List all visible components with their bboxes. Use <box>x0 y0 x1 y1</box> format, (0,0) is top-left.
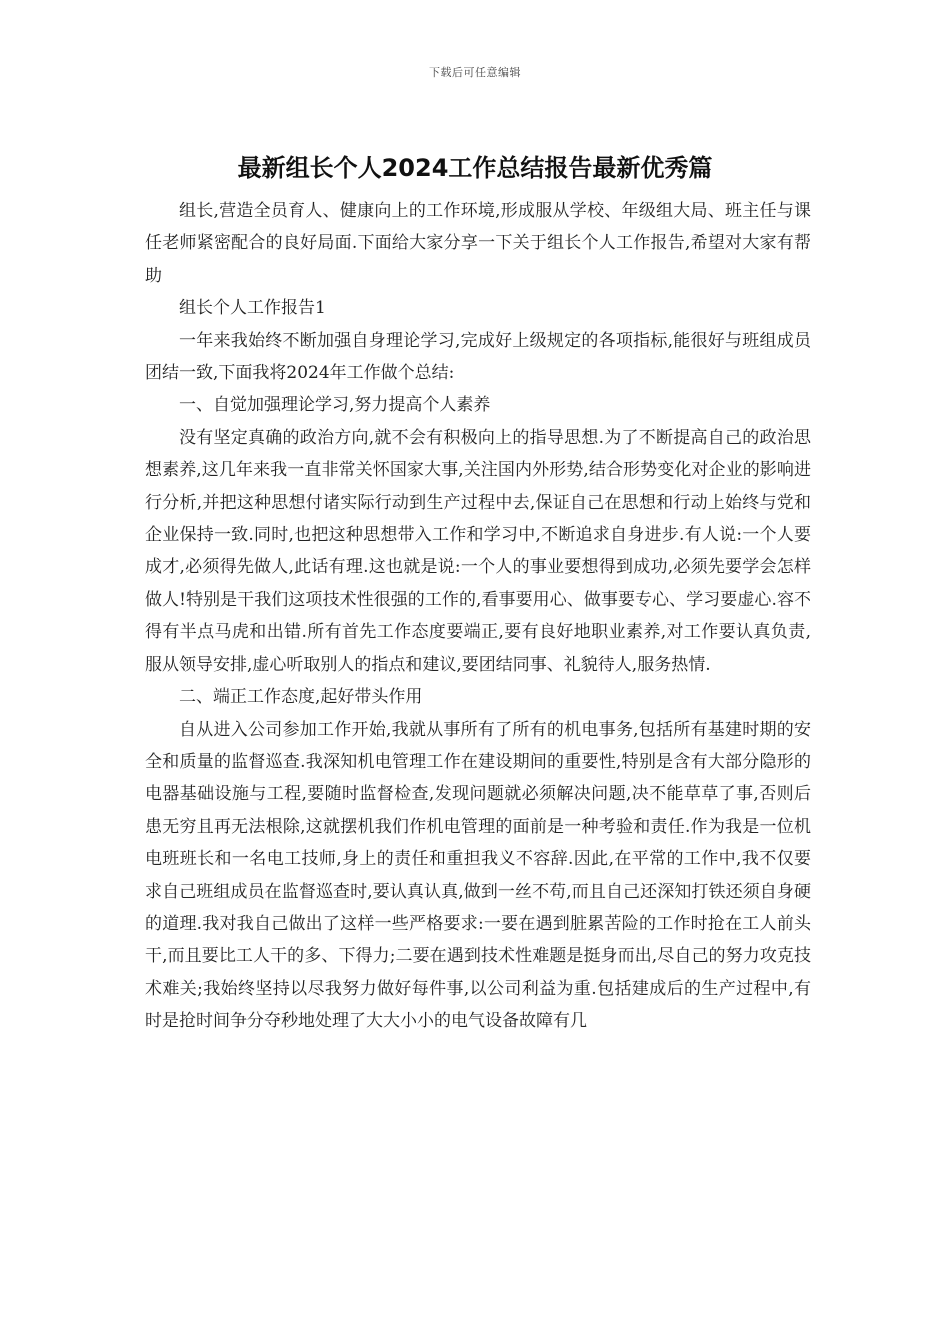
paragraph-electromechanical-work: 自从进入公司参加工作开始,我就从事所有了所有的机电事务,包括所有基建时期的安全和质量的监督巡查.我深知机电管理工作在建设期间的重要性,特别是含有大部分隐形的电器基础设施与工程,要随时监督检查,发现问题就必须解决问题,决不能草草了事,否则后患无穷且再无法根除,这就摆机我们作机电管理的面前是一种考验和责任.作为我是一位机电班班长和一名电工技师,身上的责任和重担我义不容辞.因此,在平常的工作中,我不仅要求自己班组成员在监督巡查时,要认真认真,做到一丝不苟,而且自己还深知打铁还须自身硬的道理.我对我自己做出了这样一些严格要求:一要在遇到脏累苦险的工作时抢在工人前头干,而且要比工人干的多、下得力;二要在遇到技术性难题是挺身而出,尽自己的努力攻克技术难关;我始终坚持以尽我努力做好每件事,以公司利益为重.包括建成后的生产过程中,有时是抢时间争分夺秒地处理了大大小小的电气设备故障有几 <box>145 719 811 1032</box>
section-heading-theory-study: 一、自觉加强理论学习,努力提高个人素养 <box>179 395 491 416</box>
document-body <box>145 195 811 1038</box>
header-note: 下载后可任意编辑 <box>429 66 521 79</box>
section-heading-report-1: 组长个人工作报告1 <box>179 298 326 319</box>
section-heading-work-attitude: 二、端正工作态度,起好带头作用 <box>179 687 423 708</box>
paragraph-political-thought: 没有坚定真确的政治方向,就不会有积极向上的指导思想.为了不断提高自己的政治思想素养,这几年来我一直非常关怀国家大事,关注国内外形势,结合形势变化对企业的影响进行分析,并把这种思想付诸实际行动到生产过程中去,保证自己在思想和行动上始终与党和企业保持一致.同时,也把这种思想带入工作和学习中,不断追求自身进步.有人说:一个人要成才,必须得先做人,此话有理.这也就是说:一个人的事业要想得到成功,必须先要学会怎样做人!特别是干我们这项技术性很强的工作的,看事要用心、做事要专心、学习要虚心.容不得有半点马虎和出错.所有首先工作态度要端正,要有良好地职业素养,对工作要认真负责,服从领导安排,虚心听取别人的指点和建议,要团结同事、礼貌待人,服务热情. <box>145 427 811 675</box>
document-title: 最新组长个人2024工作总结报告最新优秀篇 <box>237 154 713 182</box>
paragraph-summary-intro: 一年来我始终不断加强自身理论学习,完成好上级规定的各项指标,能很好与班组成员团结一致,下面我将2024年工作做个总结: <box>145 330 811 384</box>
paragraph-intro: 组长,营造全员育人、健康向上的工作环境,形成服从学校、年级组大局、班主任与课任老师紧密配合的良好局面.下面给大家分享一下关于组长个人工作报告,希望对大家有帮助 <box>145 201 811 286</box>
